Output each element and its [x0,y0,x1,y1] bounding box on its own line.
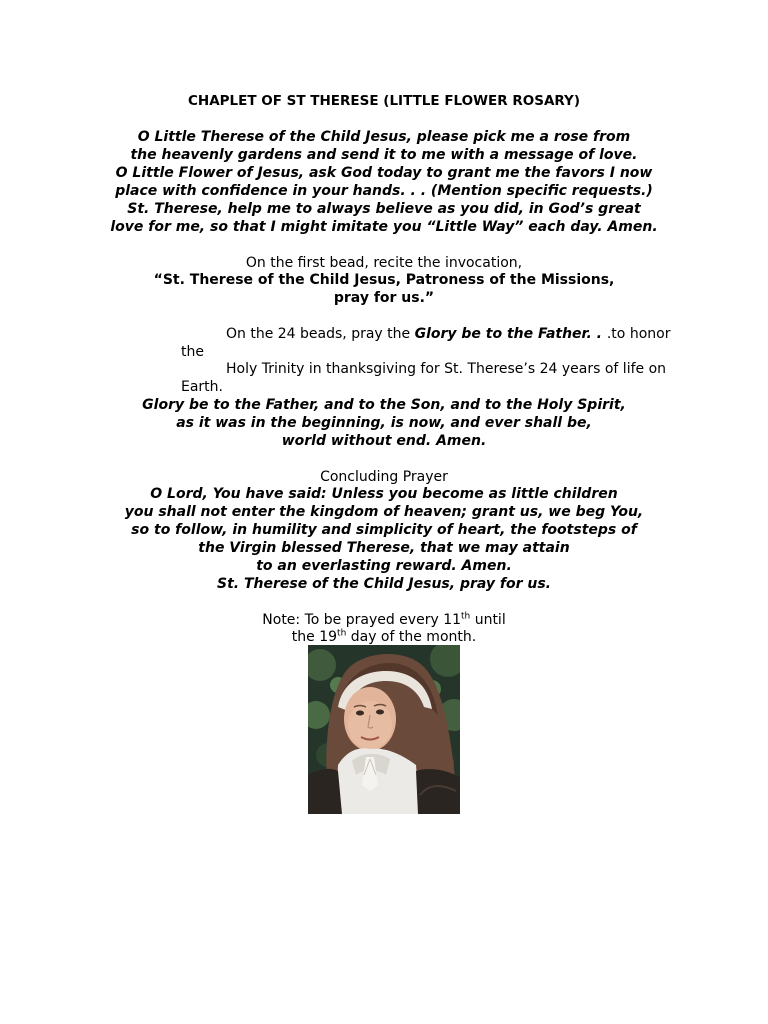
invocation-line: “St. Therese of the Child Jesus, Patroness of the Missions, [153,272,615,288]
opening-prayer-line: the heavenly gardens and send it to me with a message of love. [130,147,638,163]
note-line [0,611,768,629]
beads-instruction-line: Holy Trinity in thanksgiving for St. Therese’s 24 years of life on [226,361,667,377]
opening-prayer-line: O Little Flower of Jesus, ask God today to grant me the favors I now [115,165,653,181]
saint-therese-photo [308,645,460,814]
glory-be-line: as it was in the beginning, is now, and ever shall be, [176,415,592,431]
note-line [0,628,768,646]
opening-prayer-line: place with confidence in your hands. . . (Mention specific requests.) [115,183,653,199]
glory-be-line: world without end. Amen. [281,433,487,449]
beads-instruction-line: the [181,344,204,360]
opening-prayer-line: O Little Therese of the Child Jesus, please pick me a rose from [137,129,631,145]
ordinal-suffix: th [461,611,471,622]
concluding-prayer-line: St. Therese of the Child Jesus, pray for us. [216,576,551,592]
concluding-prayer-line: to an everlasting reward. Amen. [256,558,512,574]
concluding-prayer-line: the Virgin blessed Therese, that we may attain [198,540,570,556]
opening-prayer-line: St. Therese, help me to always believe as you did, in God’s great [127,201,641,217]
note-text: until [470,612,506,628]
note-text: day of the month. [346,629,477,645]
concluding-heading: Concluding Prayer [320,469,448,485]
beads-instruction-prefix: On the 24 beads, pray the [226,326,415,342]
first-bead-instruction: On the first bead, recite the invocation, [245,255,523,271]
beads-instruction-line [226,325,670,343]
invocation-line: pray for us.” [333,290,435,306]
page-title: CHAPLET OF ST THERESE (LITTLE FLOWER ROSARY) [187,93,581,109]
concluding-prayer-line: you shall not enter the kingdom of heaven; grant us, we beg You, [124,504,644,520]
note-text: Note: To be prayed every 11 [262,612,462,628]
opening-prayer-line: love for me, so that I might imitate you “Little Way” each day. Amen. [110,219,658,235]
concluding-prayer-line: so to follow, in humility and simplicity of heart, the footsteps of [131,522,637,538]
ordinal-suffix: th [337,628,347,639]
concluding-prayer-line: O Lord, You have said: Unless you become as little children [150,486,618,502]
beads-instruction-suffix: .to honor [606,326,671,342]
glory-be-line: Glory be to the Father, and to the Son, and to the Holy Spirit, [142,397,626,413]
note-text: the 19 [291,629,338,645]
beads-instruction-line: Earth. [181,379,223,395]
portrait-illustration [308,645,460,814]
glory-be-reference: Glory be to the Father. . [414,326,607,342]
